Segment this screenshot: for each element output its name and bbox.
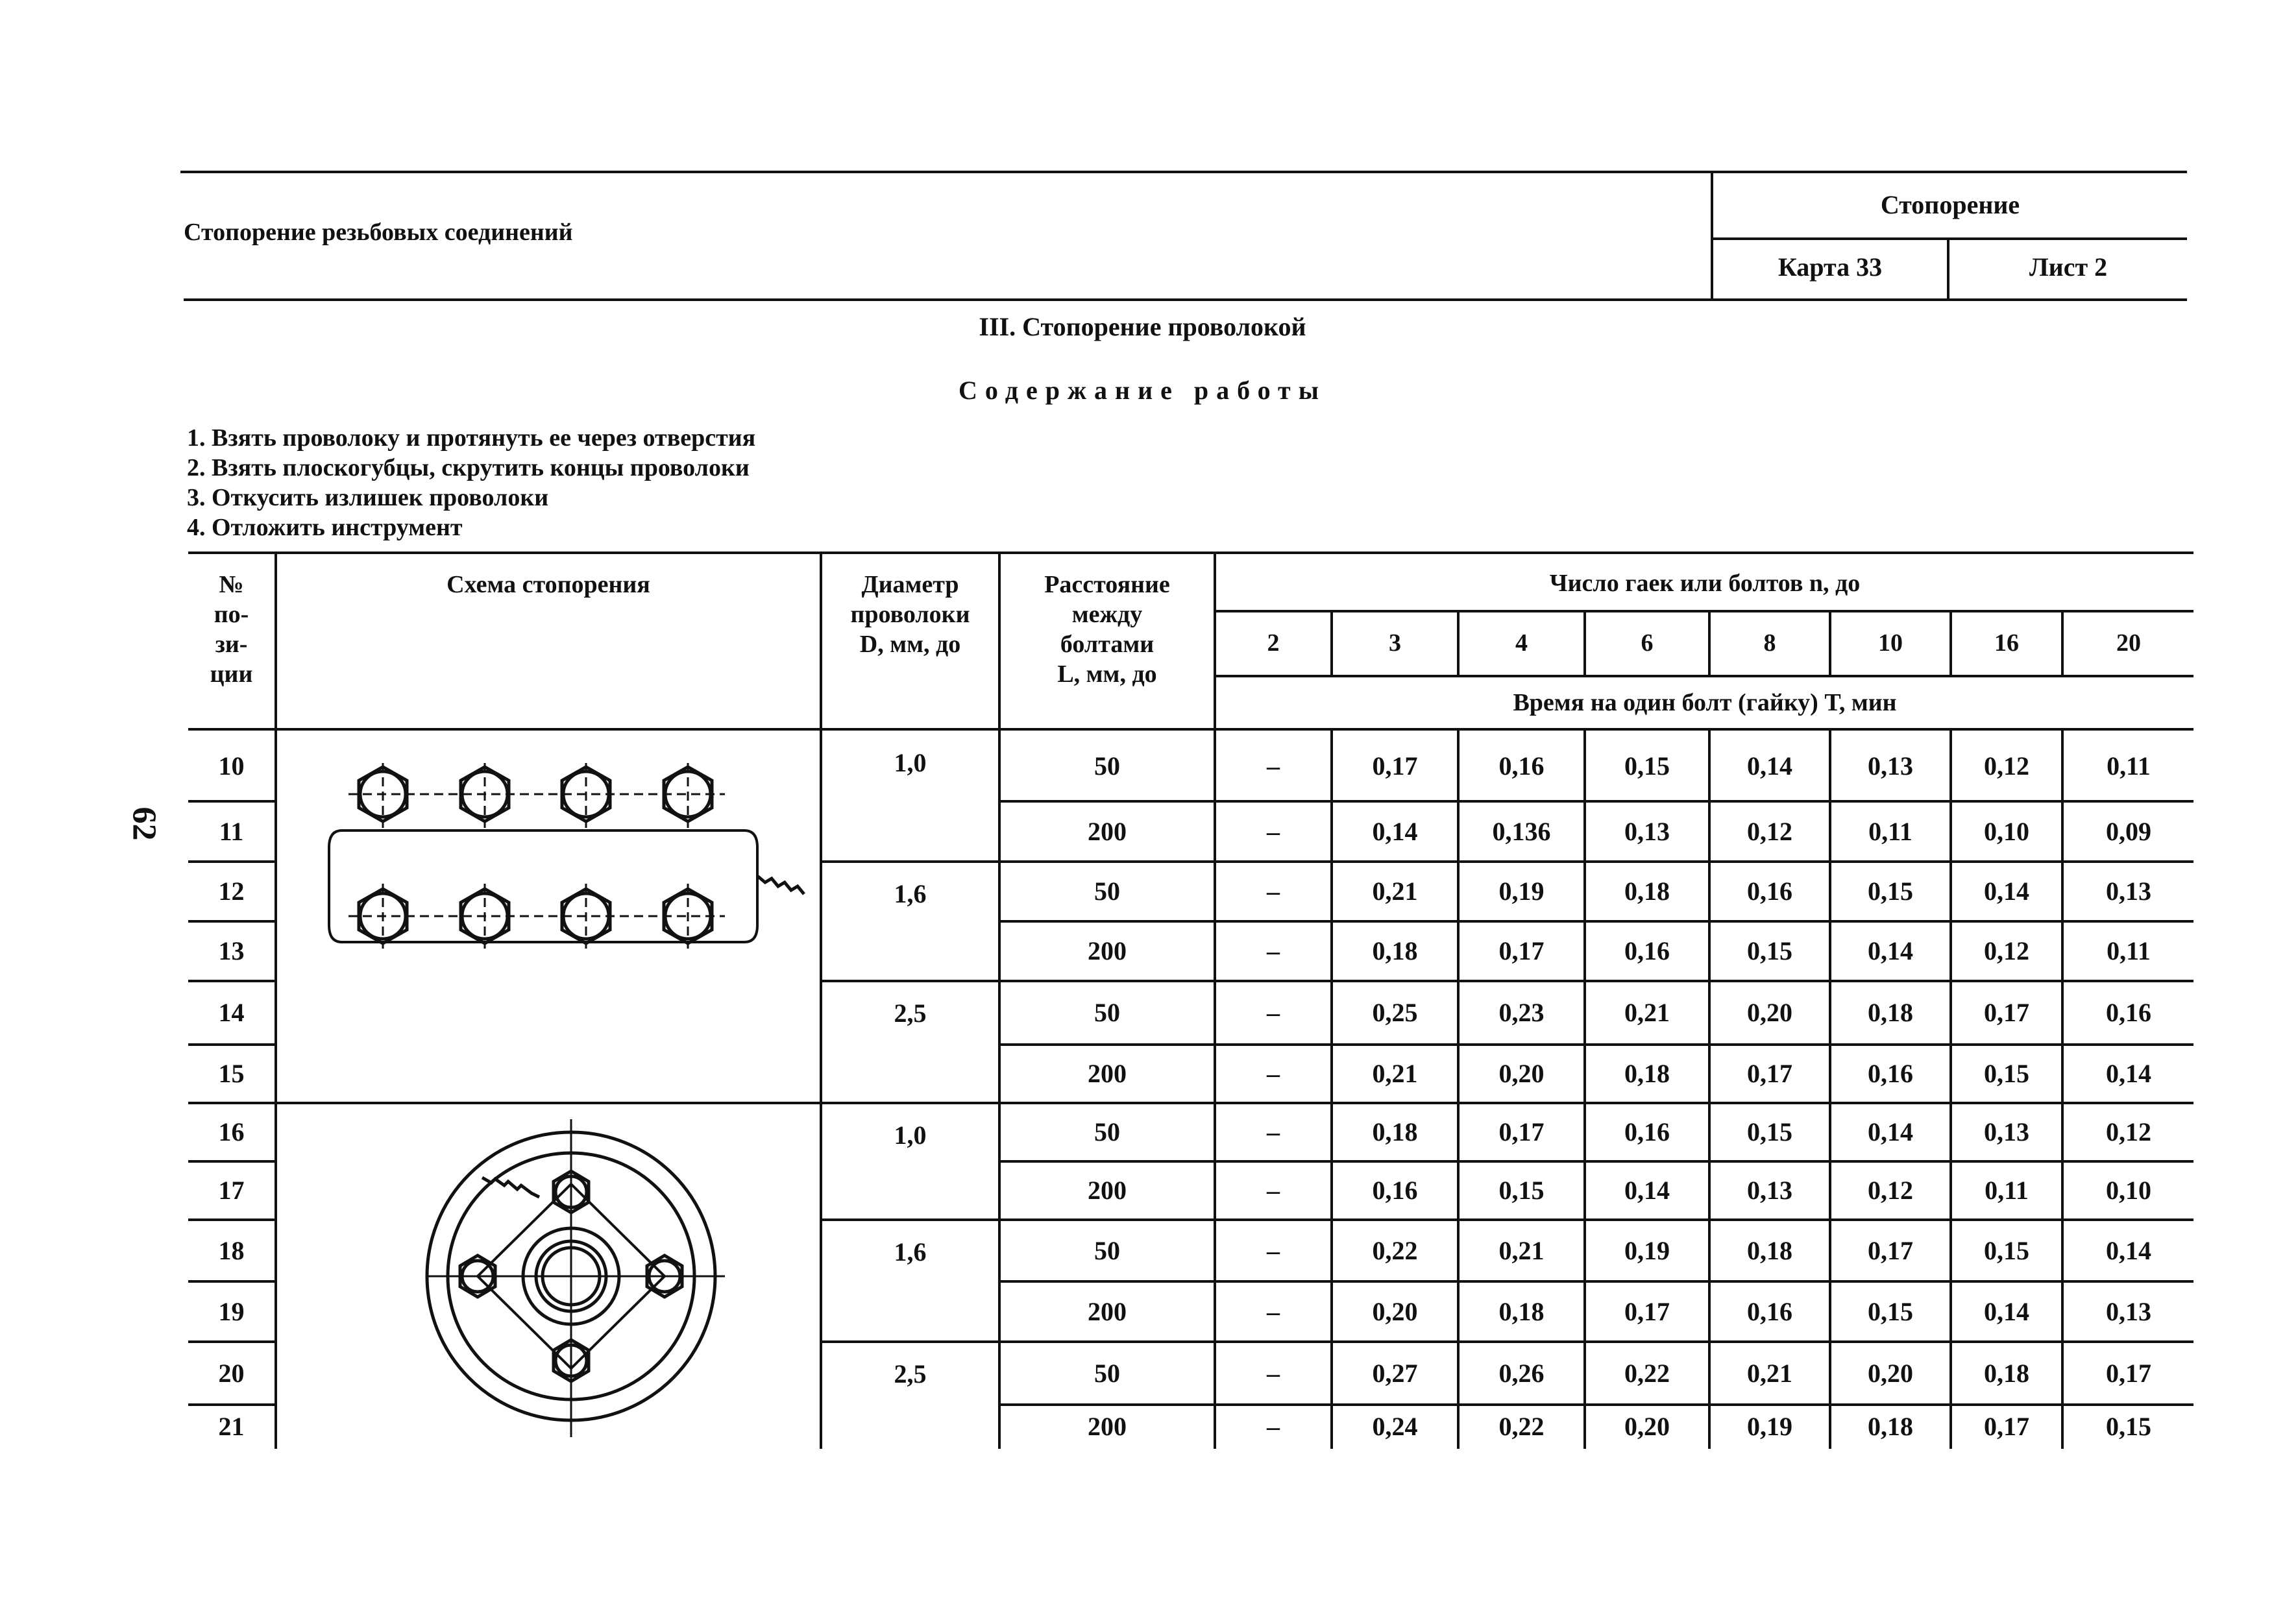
time-value: 0,12 xyxy=(2106,1117,2151,1146)
time-value: 0,14 xyxy=(1984,877,2029,906)
position-number: 20 xyxy=(218,1358,245,1388)
sheet-label: Лист 2 xyxy=(2029,252,2108,282)
time-value: 0,20 xyxy=(1747,998,1792,1027)
time-value: 0,11 xyxy=(2107,936,2151,965)
time-value: 0,17 xyxy=(1984,1412,2029,1441)
row-rule xyxy=(188,1280,275,1283)
time-value: 0,10 xyxy=(1984,816,2029,846)
time-value: 0,19 xyxy=(1624,1235,1670,1265)
diameter-rule xyxy=(822,1102,998,1104)
time-value: – xyxy=(1267,1412,1280,1441)
work-step: 3. Откусить излишек проволоки xyxy=(187,484,549,511)
position-number: 21 xyxy=(218,1412,245,1441)
time-value: – xyxy=(1267,1235,1280,1265)
time-value: 0,15 xyxy=(2106,1412,2151,1441)
time-value: 0,14 xyxy=(1624,1176,1670,1205)
time-value: 0,17 xyxy=(1498,936,1545,965)
time-value: 0,12 xyxy=(1868,1176,1913,1205)
time-value: 0,20 xyxy=(1624,1412,1670,1441)
time-value: 0,15 xyxy=(1624,751,1670,781)
time-value: – xyxy=(1267,1358,1280,1388)
section-subtitle: Содержание работы xyxy=(959,376,1326,405)
position-number: 12 xyxy=(218,877,245,906)
row-rule xyxy=(1001,1043,2193,1046)
row-rule xyxy=(188,860,275,863)
header-diameter: Диаметр проволоки D, мм, до xyxy=(850,571,970,658)
time-value: 0,21 xyxy=(1624,998,1670,1027)
header-time-title: Время на один болт (гайку) T, мин xyxy=(1513,689,1897,716)
diameter-value: 2,5 xyxy=(894,1359,927,1388)
time-value: 0,18 xyxy=(1498,1296,1545,1326)
time-value: 0,20 xyxy=(1498,1059,1545,1088)
time-value: 0,18 xyxy=(1372,1117,1418,1146)
row-rule xyxy=(188,1102,275,1104)
diameter-rule xyxy=(822,860,998,863)
position-number: 13 xyxy=(218,936,245,965)
time-value: 0,09 xyxy=(2106,816,2151,846)
time-value: 0,13 xyxy=(2106,877,2151,906)
distance-value: 200 xyxy=(1088,1176,1127,1205)
header-count-value: 20 xyxy=(2116,629,2141,657)
time-value: 0,16 xyxy=(1747,1296,1792,1326)
time-value: 0,19 xyxy=(1747,1412,1792,1441)
row-rule xyxy=(1001,1102,2193,1104)
time-value: 0,17 xyxy=(1984,998,2029,1027)
time-value: 0,15 xyxy=(1747,1117,1792,1146)
time-value: – xyxy=(1267,1117,1280,1146)
section-title: III. Стопорение проволокой xyxy=(979,312,1306,341)
time-value: 0,15 xyxy=(1868,877,1913,906)
wire-loop xyxy=(329,830,757,942)
time-value: 0,27 xyxy=(1372,1358,1418,1388)
time-value: 0,18 xyxy=(1624,1059,1670,1088)
time-value: – xyxy=(1267,877,1280,906)
time-value: – xyxy=(1267,816,1280,846)
time-value: – xyxy=(1267,1176,1280,1205)
time-value: 0,13 xyxy=(1868,751,1913,781)
time-value: 0,16 xyxy=(2106,998,2151,1027)
distance-value: 50 xyxy=(1094,877,1120,906)
row-rule xyxy=(1001,1340,2193,1343)
distance-value: 200 xyxy=(1088,1059,1127,1088)
row-rule xyxy=(188,1218,275,1221)
time-value: 0,24 xyxy=(1372,1412,1418,1441)
distance-value: 50 xyxy=(1094,1235,1120,1265)
time-value: 0,14 xyxy=(1372,816,1418,846)
row-rule xyxy=(188,980,275,982)
row-rule xyxy=(1001,1218,2193,1221)
diameter-rule xyxy=(822,1340,998,1343)
time-value: 0,13 xyxy=(1624,816,1670,846)
time-value: 0,15 xyxy=(1868,1296,1913,1326)
time-value: – xyxy=(1267,1296,1280,1326)
time-value: 0,15 xyxy=(1984,1235,2029,1265)
time-value: 0,11 xyxy=(2107,751,2151,781)
time-value: 0,18 xyxy=(1624,877,1670,906)
diameter-value: 1,0 xyxy=(894,748,927,777)
header-count-title: Число гаек или болтов n, до xyxy=(1549,570,1861,597)
row-rule xyxy=(1001,980,2193,982)
time-value: 0,12 xyxy=(1984,751,2029,781)
distance-value: 50 xyxy=(1094,1358,1120,1388)
position-number: 16 xyxy=(218,1117,245,1146)
time-value: 0,19 xyxy=(1498,877,1545,906)
header-count-value: 8 xyxy=(1763,629,1776,657)
header-count-value: 16 xyxy=(1994,629,2019,657)
time-value: 0,12 xyxy=(1984,936,2029,965)
time-value: 0,14 xyxy=(1868,1117,1913,1146)
position-number: 11 xyxy=(219,816,244,846)
time-value: 0,16 xyxy=(1868,1059,1913,1088)
time-value: 0,18 xyxy=(1747,1235,1792,1265)
work-steps-list xyxy=(187,423,755,542)
time-value: 0,16 xyxy=(1747,877,1792,906)
time-value: 0,13 xyxy=(1984,1117,2029,1146)
twisted-wire-end xyxy=(757,876,804,894)
time-value: 0,14 xyxy=(2106,1235,2151,1265)
header-count-value: 2 xyxy=(1267,629,1280,657)
header-count-value: 6 xyxy=(1641,629,1654,657)
diameter-value: 2,5 xyxy=(894,999,927,1028)
position-number: 14 xyxy=(218,998,245,1027)
count-header-rule xyxy=(1215,610,2193,612)
diameter-rule xyxy=(822,980,998,982)
distance-value: 200 xyxy=(1088,1412,1127,1441)
position-number: 15 xyxy=(218,1059,245,1088)
document-title: Стопорение резьбовых соединений xyxy=(184,219,573,246)
distance-value: 50 xyxy=(1094,751,1120,781)
header-count-value: 3 xyxy=(1389,629,1401,657)
header-bottom-rule xyxy=(184,298,2187,301)
time-value: 0,16 xyxy=(1624,936,1670,965)
time-value: 0,17 xyxy=(1624,1296,1670,1326)
diameter-value: 1,6 xyxy=(894,1237,927,1266)
time-value: 0,22 xyxy=(1372,1235,1418,1265)
row-rule xyxy=(188,1043,275,1046)
header-position: № по- зи- ции xyxy=(210,571,253,688)
row-rule xyxy=(1001,1403,2193,1406)
position-number: 10 xyxy=(218,751,245,781)
time-value: 0,17 xyxy=(1747,1059,1792,1088)
distance-value: 50 xyxy=(1094,998,1120,1027)
header-distance: Расстояние между болтами L, мм, до xyxy=(1044,571,1170,688)
time-value: 0,16 xyxy=(1624,1117,1670,1146)
time-value: 0,14 xyxy=(1747,751,1792,781)
header-count-value: 4 xyxy=(1515,629,1528,657)
distance-value: 200 xyxy=(1088,936,1127,965)
time-value: 0,14 xyxy=(2106,1059,2151,1088)
time-value: – xyxy=(1267,1059,1280,1088)
header-scheme: Схема стопорения xyxy=(446,571,650,598)
time-value: 0,21 xyxy=(1747,1358,1792,1388)
time-value: 0,14 xyxy=(1984,1296,2029,1326)
time-value: 0,18 xyxy=(1868,1412,1913,1441)
diameter-rule xyxy=(822,1218,998,1221)
work-step: 1. Взять проволоку и протянуть ее через отверстия xyxy=(187,424,756,452)
row-rule xyxy=(188,1403,275,1406)
time-value: 0,18 xyxy=(1372,936,1418,965)
table-top-rule xyxy=(188,551,2193,554)
row-rule xyxy=(188,920,275,923)
time-value: 0,15 xyxy=(1747,936,1792,965)
header-count-value: 10 xyxy=(1878,629,1903,657)
time-value: 0,11 xyxy=(1985,1176,2029,1205)
scheme-circular-flange xyxy=(277,1106,820,1449)
time-value: 0,16 xyxy=(1498,751,1545,781)
scheme-rectangular-bolt-pattern xyxy=(277,731,820,1103)
row-rule xyxy=(1001,1280,2193,1283)
time-value: 0,20 xyxy=(1868,1358,1913,1388)
work-step: 2. Взять плоскогубцы, скрутить концы проволоки xyxy=(187,454,750,481)
time-value: 0,25 xyxy=(1372,998,1418,1027)
row-rule xyxy=(1001,860,2193,863)
time-value: 0,18 xyxy=(1984,1358,2029,1388)
row-rule xyxy=(188,1160,275,1163)
row-rule xyxy=(1001,1160,2193,1163)
page-number: 62 xyxy=(125,806,163,841)
time-value: 0,11 xyxy=(1868,816,1912,846)
diameter-value: 1,6 xyxy=(894,879,927,908)
time-value: 0,13 xyxy=(2106,1296,2151,1326)
time-value: 0,136 xyxy=(1492,816,1551,846)
diameter-value: 1,0 xyxy=(894,1121,927,1150)
time-value: – xyxy=(1267,998,1280,1027)
distance-value: 200 xyxy=(1088,816,1127,846)
row-rule xyxy=(188,1340,275,1343)
time-header-rule xyxy=(1215,675,2193,677)
time-value: 0,17 xyxy=(1372,751,1418,781)
time-value: 0,15 xyxy=(1498,1176,1545,1205)
distance-value: 200 xyxy=(1088,1296,1127,1326)
time-value: 0,12 xyxy=(1747,816,1792,846)
time-value: 0,22 xyxy=(1498,1412,1545,1441)
position-number: 17 xyxy=(218,1176,245,1205)
time-value: 0,21 xyxy=(1498,1235,1545,1265)
time-value: 0,20 xyxy=(1372,1296,1418,1326)
time-value: 0,26 xyxy=(1498,1358,1545,1388)
time-value: 0,21 xyxy=(1372,1059,1418,1088)
time-value: 0,22 xyxy=(1624,1358,1670,1388)
card-label: Карта 33 xyxy=(1778,252,1883,282)
category-label: Стопорение xyxy=(1880,190,2020,219)
row-rule xyxy=(1001,800,2193,803)
time-value: 0,16 xyxy=(1372,1176,1418,1205)
time-value: 0,17 xyxy=(1868,1235,1913,1265)
time-value: 0,23 xyxy=(1498,998,1545,1027)
time-value: – xyxy=(1267,936,1280,965)
position-number: 19 xyxy=(218,1296,245,1326)
row-rule xyxy=(188,800,275,803)
time-value: – xyxy=(1267,751,1280,781)
time-value: 0,17 xyxy=(2106,1358,2151,1388)
twisted-wire-end xyxy=(482,1178,539,1197)
position-number: 18 xyxy=(218,1235,245,1265)
time-value: 0,21 xyxy=(1372,877,1418,906)
time-value: 0,17 xyxy=(1498,1117,1545,1146)
time-value: 0,18 xyxy=(1868,998,1913,1027)
row-rule xyxy=(1001,920,2193,923)
time-value: 0,13 xyxy=(1747,1176,1792,1205)
time-value: 0,10 xyxy=(2106,1176,2151,1205)
distance-value: 50 xyxy=(1094,1117,1120,1146)
work-step: 4. Отложить инструмент xyxy=(187,514,463,541)
time-value: 0,15 xyxy=(1984,1059,2029,1088)
time-value: 0,14 xyxy=(1868,936,1913,965)
header-top-rule xyxy=(180,171,2187,173)
